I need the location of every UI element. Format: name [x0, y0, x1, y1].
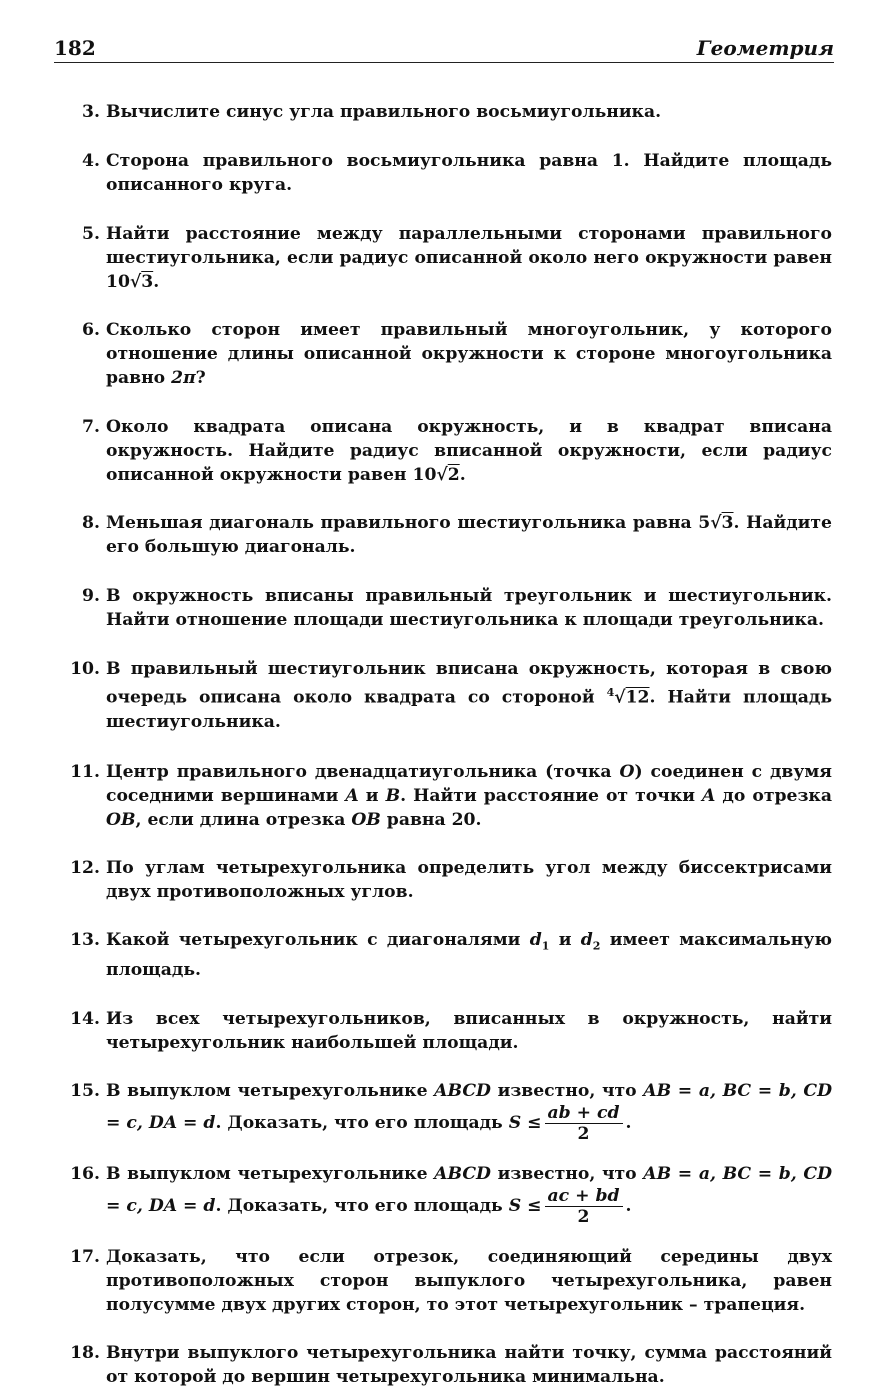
problem-number: 6. — [82, 320, 100, 340]
problem-11 — [54, 760, 832, 832]
problem-text-cont: имеет максимальную площадь. — [106, 929, 832, 981]
problem-text: Около квадрата описана окружность, и в квадрат вписана окружность. Найдите радиус вписанной окружности, если радиус описанной окружности равен — [106, 417, 832, 485]
problem-13 — [54, 928, 832, 982]
problem-text: Найти расстояние между параллельными сторонами правильного шестиугольника, если радиус описанной около него окружности равен — [106, 224, 832, 268]
problem-text: Доказать, что если отрезок, соединяющий середины двух противоположных сторон выпуклого четырехугольника, равен полусумме двух других сторон, то этот четырехугольник – трапеция. — [106, 1247, 832, 1316]
problem-number: 12. — [70, 857, 100, 878]
problem-text-cont: . Найти площадь шестиугольника. — [106, 687, 832, 732]
problem-7 — [54, 415, 832, 487]
equation: CD = c, DA = d — [106, 1081, 833, 1134]
math-coefficient: 10 — [412, 465, 437, 485]
running-title: Геометрия — [696, 36, 834, 60]
problem-number: 18. — [70, 1343, 100, 1364]
problem-5 — [54, 222, 832, 294]
math-coefficient: 10 — [106, 272, 130, 292]
problem-15 — [54, 1079, 832, 1144]
problem-number: 4. — [82, 151, 100, 171]
problem-number: 15. — [70, 1081, 100, 1102]
math-radicand: 3 — [721, 513, 734, 533]
problem-text-cont: , если длина отрезка — [135, 809, 352, 830]
point-label: A — [702, 785, 716, 806]
fraction — [545, 1103, 623, 1144]
problem-list — [54, 100, 832, 1389]
sqrt-sign: √ — [129, 272, 142, 292]
problem-number: 10. — [70, 659, 100, 679]
equation: AB = a, BC = b, — [643, 1081, 797, 1102]
problem-4 — [54, 149, 832, 197]
math-radicand: 3 — [141, 272, 154, 292]
problem-text: Центр правильного двенадцатиугольника (точка — [106, 761, 620, 782]
inequality: S ≤ — [508, 1196, 542, 1217]
page-header — [54, 36, 834, 64]
punctuation: . — [625, 1113, 632, 1134]
punctuation: . — [625, 1196, 632, 1217]
problem-text-cont: известно, что — [490, 1164, 644, 1185]
problem-number: 13. — [70, 929, 100, 950]
problem-text-cont: . Доказать, что его площадь — [215, 1196, 509, 1217]
problem-text: В правильный шестиугольник вписана окружность, которая в свою очередь описана около квадрата со стороной — [106, 659, 832, 708]
problem-text: Меньшая диагональ правильного шестиугольника равна — [106, 513, 699, 533]
denominator: 2 — [577, 1207, 590, 1228]
punctuation: . — [459, 465, 466, 485]
problem-text-cont: . Найти расстояние от точки — [400, 785, 703, 806]
diagonal-symbol: d — [529, 929, 542, 950]
math-coefficient: 5 — [698, 513, 711, 533]
problem-number: 5. — [82, 224, 100, 244]
problem-text: Какой четырехугольник с диагоналями — [106, 929, 530, 950]
punctuation: ? — [195, 368, 206, 388]
problem-text: Вычислите синус угла правильного восьмиугольника. — [106, 102, 662, 122]
math-radicand: 2 — [447, 465, 460, 485]
problem-text-cont: . Найдите его большую диагональ. — [106, 513, 832, 557]
problem-number: 17. — [70, 1247, 100, 1268]
point-label: O — [619, 761, 635, 782]
problem-number: 3. — [82, 102, 100, 122]
problem-text: В выпуклом четырехугольнике — [106, 1081, 435, 1102]
inequality: S ≤ — [508, 1113, 542, 1134]
quad-label: ABCD — [434, 1081, 491, 1102]
problem-number: 8. — [82, 513, 100, 533]
problem-6 — [54, 318, 832, 390]
problem-10 — [54, 657, 832, 734]
problem-text-cont: известно, что — [490, 1081, 644, 1102]
problem-text: Внутри выпуклого четырехугольника найти точку, сумма расстояний от которой до вершин четырехугольника минимальна. — [106, 1343, 832, 1388]
problem-14 — [54, 1007, 832, 1055]
problem-8 — [54, 511, 832, 559]
segment-label: OB — [351, 809, 381, 830]
equation: AB = a, BC = b, — [643, 1164, 797, 1185]
conjunction: и — [549, 929, 581, 950]
problem-16 — [54, 1162, 832, 1227]
subscript: 2 — [592, 939, 601, 953]
problem-18 — [54, 1341, 832, 1389]
page-number: 182 — [54, 36, 96, 60]
problem-number: 16. — [70, 1164, 100, 1185]
problem-text: По углам четырехугольника определить угол между биссектрисами двух противоположных углов. — [106, 857, 832, 902]
problem-text: В выпуклом четырехугольнике — [106, 1164, 435, 1185]
sqrt-sign: √ — [614, 687, 626, 708]
sqrt-sign: √ — [436, 465, 448, 485]
diagonal-symbol: d — [580, 929, 593, 950]
problem-text: Сколько сторон имеет правильный многоугольник, у которого отношение длины описанной окружности к стороне многоугольника равно — [106, 320, 832, 388]
problem-text: Сторона правильного восьмиугольника равна 1. Найдите площадь описанного круга. — [106, 151, 832, 195]
denominator: 2 — [577, 1124, 590, 1145]
numerator: ac + bd — [545, 1186, 623, 1207]
fraction — [545, 1186, 623, 1227]
sqrt-sign: √ — [710, 513, 722, 533]
subscript: 1 — [541, 939, 550, 953]
problem-3 — [54, 100, 832, 124]
quad-label: ABCD — [434, 1164, 491, 1185]
problem-text-cont: равна 20. — [380, 809, 482, 830]
math-value: 2π — [171, 368, 196, 388]
root-index: 4 — [606, 686, 615, 699]
problem-text-cont: ) соединен с двумя соседними вершинами — [106, 761, 833, 806]
conjunction: и — [358, 785, 386, 806]
problem-text-cont: до отрезка — [715, 785, 832, 806]
problem-text: В окружность вписаны правильный треугольник и шестиугольник. Найти отношение площади шестиугольника к площади треугольника. — [106, 586, 832, 630]
punctuation: . — [153, 272, 160, 292]
problem-9 — [54, 584, 832, 632]
segment-label: OB — [106, 809, 136, 830]
point-label: B — [385, 785, 401, 806]
problem-number: 9. — [82, 586, 100, 606]
problem-text-cont: . Доказать, что его площадь — [215, 1113, 509, 1134]
numerator: ab + cd — [545, 1103, 623, 1124]
problem-number: 14. — [70, 1009, 100, 1030]
equation: CD = c, DA = d — [106, 1164, 833, 1217]
math-radicand: 12 — [625, 687, 650, 708]
problem-number: 11. — [70, 761, 100, 782]
problem-number: 7. — [82, 417, 100, 437]
problem-17 — [54, 1245, 832, 1317]
point-label: A — [345, 785, 359, 806]
header-rule — [54, 62, 834, 63]
problem-12 — [54, 856, 832, 904]
problem-text: Из всех четырехугольников, вписанных в окружность, найти четырехугольник наибольшей площади. — [106, 1009, 832, 1054]
